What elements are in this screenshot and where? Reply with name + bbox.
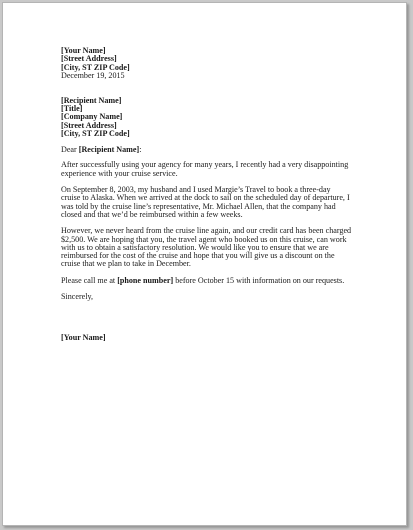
paragraph-line: experience with your cruise service. bbox=[61, 168, 178, 178]
sender-city: [City, ST ZIP Code] bbox=[61, 62, 130, 72]
letter-date: December 19, 2015 bbox=[61, 70, 125, 80]
paragraph-1 bbox=[61, 161, 361, 178]
paragraph-line: On September 8, 2003, my husband and I used Margie’s Travel to book a three-day bbox=[61, 185, 331, 195]
salutation-suffix: : bbox=[139, 144, 142, 154]
paragraph-3 bbox=[61, 227, 361, 268]
paragraph-4 bbox=[61, 277, 361, 285]
recipient-title: [Title] bbox=[61, 103, 83, 113]
closing bbox=[61, 293, 361, 301]
paragraph-line: cruise to Alaska. When we arrived at the dock to sail on the scheduled day of departure, I bbox=[61, 193, 350, 203]
recipient-name: [Recipient Name] bbox=[61, 95, 122, 105]
sender-street: [Street Address] bbox=[61, 54, 117, 64]
paragraph-line: $2,500. We are hoping that you, the travel agent who booked us on this cruise, can work bbox=[61, 234, 347, 244]
paragraph-line: After successfully using your agency for many years, I recently had a very disappointing bbox=[61, 160, 349, 170]
paragraph-line: closed and that we’d be reimbursed within a few weeks. bbox=[61, 209, 243, 219]
sender-address-block bbox=[61, 47, 361, 80]
salutation-name: [Recipient Name] bbox=[78, 144, 140, 154]
recipient-street: [Street Address] bbox=[61, 120, 117, 130]
recipient-city: [City, ST ZIP Code] bbox=[61, 128, 130, 138]
closing-text: Sincerely, bbox=[61, 292, 94, 302]
letter-body bbox=[61, 47, 361, 343]
paragraph-line: reimbursed for the cost of the cruise and hope that you will give us a discount on the bbox=[61, 251, 335, 261]
salutation-prefix: Dear bbox=[61, 144, 79, 154]
call-request-text: Please call me at bbox=[61, 275, 118, 285]
recipient-address-block bbox=[61, 97, 361, 138]
document-page bbox=[2, 2, 407, 526]
signature-name: [Your Name] bbox=[61, 333, 106, 343]
paragraph-2 bbox=[61, 186, 361, 219]
phone-number-placeholder: [phone number] bbox=[117, 275, 174, 285]
salutation bbox=[61, 146, 361, 154]
recipient-company: [Company Name] bbox=[61, 112, 123, 122]
signature-block bbox=[61, 334, 361, 342]
paragraph-line: cruise that we plan to take in December. bbox=[61, 259, 191, 269]
paragraph-line: was told by the cruise line’s representative, Mr. Michael Allen, that the company had bbox=[61, 201, 336, 211]
paragraph-line: However, we never heard from the cruise line again, and our credit card has been charged bbox=[61, 226, 352, 236]
paragraph-line: with us to obtain a satisfactory resolution. We would like you to ensure that we are bbox=[61, 242, 329, 252]
sender-name: [Your Name] bbox=[61, 46, 106, 55]
call-request-deadline: before October 15 with information on our requests. bbox=[173, 275, 345, 285]
